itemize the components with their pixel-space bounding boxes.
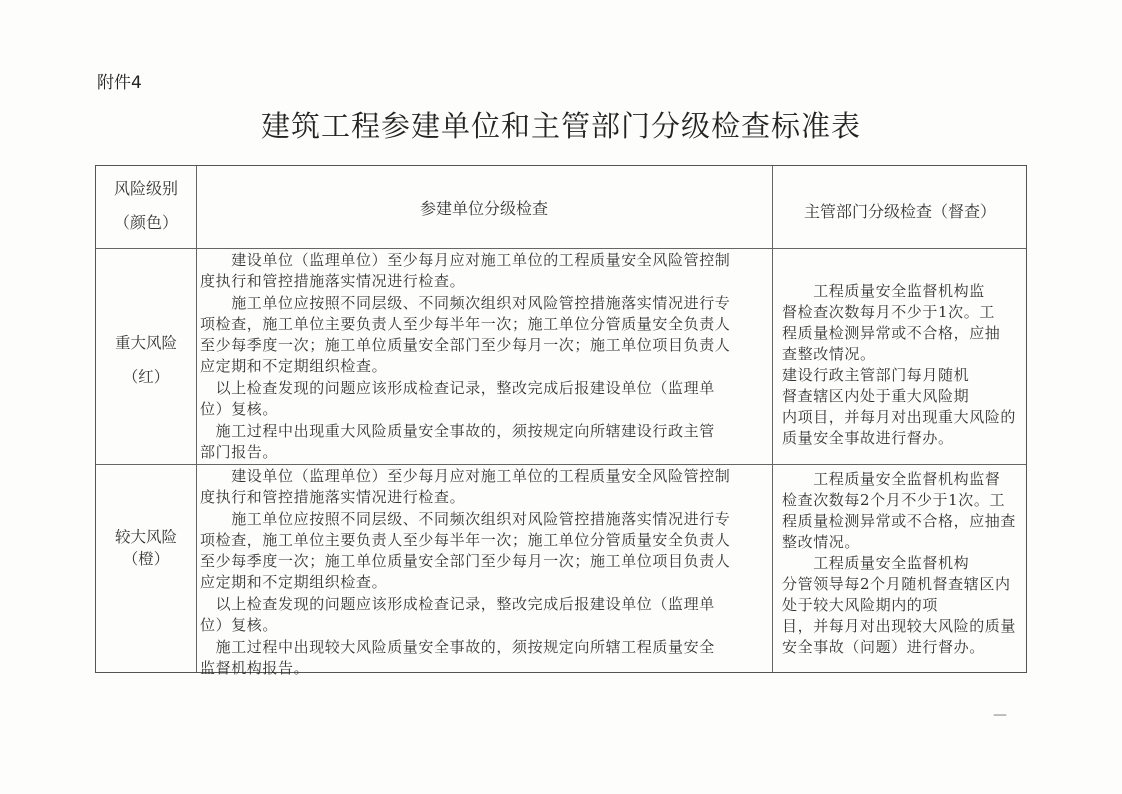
risk-color-label: （红） xyxy=(122,368,170,386)
text-line: 分管领导每2个月随机督查辖区内 xyxy=(782,575,1011,593)
risk-level-large xyxy=(96,526,196,570)
document-title: 建筑工程参建单位和主管部门分级检查标准表 xyxy=(260,109,861,143)
row-divider xyxy=(96,248,1026,249)
text-line: 建设单位（监理单位）至少每月应对施工单位的工程质量安全风险管控制 xyxy=(200,467,731,485)
text-line: 建设单位（监理单位）至少每月应对施工单位的工程质量安全风险管控制 xyxy=(200,251,731,269)
participant-check-text xyxy=(200,250,770,464)
risk-level-major xyxy=(96,326,196,394)
header-color-text: （颜色） xyxy=(113,213,178,232)
text-line: 查整改情况。 xyxy=(782,345,876,363)
text-line: 工程质量安全监督机构监 xyxy=(782,282,985,300)
paragraph xyxy=(200,378,770,420)
paragraph xyxy=(200,466,770,508)
text-line: 监督机构报告。 xyxy=(200,659,310,677)
text-line: 目，并每月对出现较大风险的质量 xyxy=(782,617,1017,635)
text-line: 检查次数每2个月不少于1次。工 xyxy=(782,491,1006,509)
text-line: 施工单位应按照不同层级、不同频次组织对风险管控措施落实情况进行专 xyxy=(200,294,731,312)
authority-check-text xyxy=(782,469,1026,658)
text-line: 以上检查发现的问题应该形成检查记录，整改完成后报建设单位（监理单 xyxy=(200,379,715,397)
text-line: 内项目，并每月对出现重大风险的 xyxy=(782,408,1017,426)
text-line: 项检查，施工单位主要负责人至少每半年一次；施工单位分管质量安全负责人 xyxy=(200,315,731,333)
authority-check-text xyxy=(782,281,1026,449)
text-line: 应定期和不定期组织检查。 xyxy=(200,357,388,375)
attachment-label: 附件4 xyxy=(97,73,142,93)
text-line: 度执行和管控措施落实情况进行检查。 xyxy=(200,272,466,290)
row-divider xyxy=(96,464,1026,465)
column-divider xyxy=(196,166,197,672)
text-line: 督查辖区内处于重大风险期 xyxy=(782,387,970,405)
participant-check-text xyxy=(200,466,770,680)
text-line: 应定期和不定期组织检查。 xyxy=(200,573,388,591)
text-line: 质量安全事故进行督办。 xyxy=(782,429,954,447)
text-line: 督检查次数每月不少于1次。工 xyxy=(782,303,995,321)
text-line: 程质量检测异常或不合格，应抽查 xyxy=(782,512,1017,530)
text-line: 位）复核。 xyxy=(200,400,279,418)
text-line: 建设行政主管部门每月随机 xyxy=(782,366,970,384)
text-line: 以上检查发现的问题应该形成检查记录，整改完成后报建设单位（监理单 xyxy=(200,595,715,613)
header-authority-check: 主管部门分级检查（督查） xyxy=(803,202,996,221)
text-line: 度执行和管控措施落实情况进行检查。 xyxy=(200,488,466,506)
paragraph xyxy=(200,509,770,593)
text-line: 安全事故（问题）进行督办。 xyxy=(782,638,985,656)
text-line: 施工过程中出现较大风险质量安全事故的，须按规定向所辖工程质量安全 xyxy=(200,638,715,656)
risk-level-label: 较大风险 xyxy=(114,528,177,546)
inspection-standard-table xyxy=(95,165,1027,677)
paragraph xyxy=(200,421,770,463)
page-number: — xyxy=(993,707,1007,723)
text-line: 整改情况。 xyxy=(782,533,861,551)
paragraph xyxy=(200,637,770,679)
text-line: 项检查，施工单位主要负责人至少每半年一次；施工单位分管质量安全负责人 xyxy=(200,531,731,549)
text-line: 部门报告。 xyxy=(200,443,279,461)
risk-level-label: 重大风险 xyxy=(114,334,177,352)
risk-color-label: （橙） xyxy=(122,550,170,568)
paragraph xyxy=(200,594,770,636)
paragraph xyxy=(200,293,770,377)
paragraph xyxy=(200,250,770,292)
header-risk-level-text: 风险级别 xyxy=(113,179,178,198)
text-line: 处于较大风险期内的项 xyxy=(782,596,939,614)
text-line: 程质量检测异常或不合格，应抽 xyxy=(782,324,1001,342)
column-divider xyxy=(772,166,773,672)
text-line: 工程质量安全监督机构 xyxy=(782,554,970,572)
header-participant-check: 参建单位分级检查 xyxy=(419,199,548,218)
header-risk-level xyxy=(96,172,196,240)
text-line: 工程质量安全监督机构监督 xyxy=(782,470,1001,488)
text-line: 施工单位应按照不同层级、不同频次组织对风险管控措施落实情况进行专 xyxy=(200,510,731,528)
text-line: 位）复核。 xyxy=(200,616,279,634)
text-line: 至少每季度一次；施工单位质量安全部门至少每月一次；施工单位项目负责人 xyxy=(200,552,731,570)
text-line: 施工过程中出现重大风险质量安全事故的，须按规定向所辖建设行政主管 xyxy=(200,422,715,440)
text-line: 至少每季度一次；施工单位质量安全部门至少每月一次；施工单位项目负责人 xyxy=(200,336,731,354)
